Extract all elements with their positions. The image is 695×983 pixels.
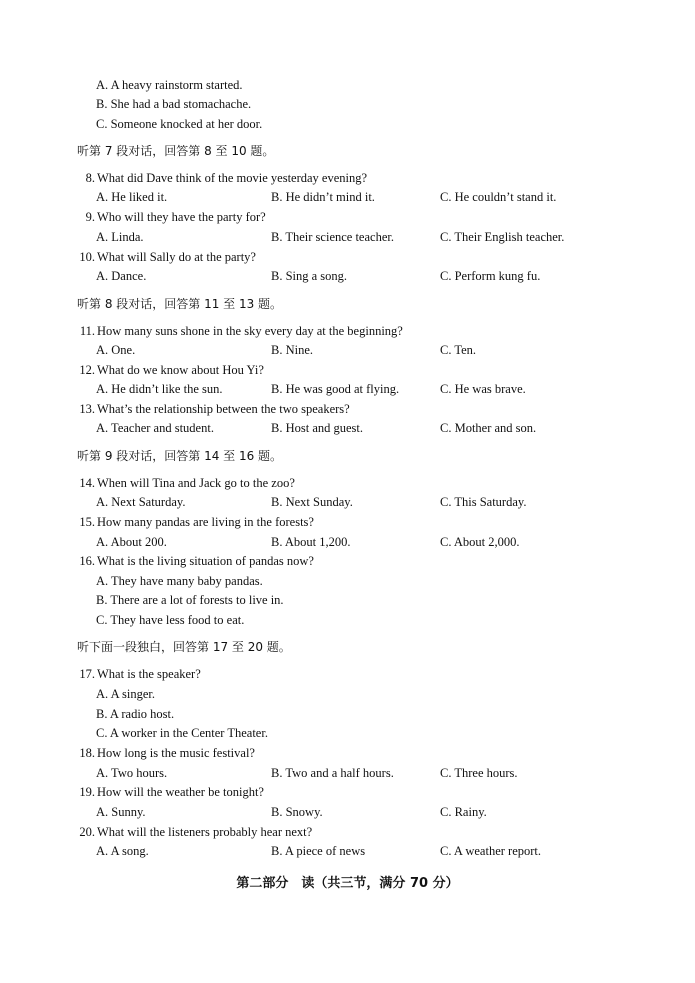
option-a: A. Two hours. xyxy=(96,766,168,780)
option-b: B. He was good at flying. xyxy=(271,382,400,396)
section-heading: 听下面一段独白，回答第 17 至 20 题。 xyxy=(77,640,291,654)
question-number: 19. xyxy=(79,785,95,799)
option: B. She had a bad stomachache. xyxy=(96,97,252,111)
option-b: B. Two and a half hours. xyxy=(271,766,394,780)
option-c: C. A worker in the Center Theater. xyxy=(96,726,268,740)
question-number: 11. xyxy=(79,324,95,338)
option-c: C. They have less food to eat. xyxy=(96,613,245,627)
question-text: How will the weather be tonight? xyxy=(97,785,264,799)
option-b: B. Their science teacher. xyxy=(271,230,394,244)
option-a: A. Dance. xyxy=(96,269,147,283)
option-b: B. He didn’t mind it. xyxy=(271,190,375,204)
option-c: C. He couldn’t stand it. xyxy=(440,190,557,204)
question-text: What will Sally do at the party? xyxy=(97,250,256,264)
question xyxy=(77,362,264,378)
question-text: What is the speaker? xyxy=(97,667,201,681)
question-text: How long is the music festival? xyxy=(97,746,255,760)
option-a: A. Next Saturday. xyxy=(96,495,186,509)
option-a: A. About 200. xyxy=(96,535,167,549)
question-text: What do we know about Hou Yi? xyxy=(97,363,264,377)
question xyxy=(77,475,295,491)
question xyxy=(77,824,312,840)
option-b: B. Nine. xyxy=(271,343,314,357)
option-b: B. Host and guest. xyxy=(271,421,364,435)
question-text: How many pandas are living in the forests? xyxy=(97,515,314,529)
section-heading: 听第 7 段对话，回答第 8 至 10 题。 xyxy=(77,144,275,158)
question-text: Who will they have the party for? xyxy=(97,210,266,224)
option: C. Someone knocked at her door. xyxy=(96,117,263,131)
option-a: A. Teacher and student. xyxy=(96,421,214,435)
question xyxy=(77,249,256,265)
option-c: C. Rainy. xyxy=(440,805,487,819)
question xyxy=(77,553,314,569)
option-c: C. He was brave. xyxy=(440,382,526,396)
question-number: 16. xyxy=(79,554,95,568)
option: A. A heavy rainstorm started. xyxy=(96,78,243,92)
question-text: When will Tina and Jack go to the zoo? xyxy=(97,476,295,490)
option-a: A. One. xyxy=(96,343,136,357)
option-c: C. A weather report. xyxy=(440,844,542,858)
option-a: A. Sunny. xyxy=(96,805,146,819)
section-heading: 听第 9 段对话，回答第 14 至 16 题。 xyxy=(77,449,283,463)
option-c: C. Three hours. xyxy=(440,766,518,780)
question-text: What will the listeners probably hear next? xyxy=(97,825,313,839)
option-a: A. They have many baby pandas. xyxy=(96,574,263,588)
option-c: C. Perform kung fu. xyxy=(440,269,541,283)
question-text: What did Dave think of the movie yesterday evening? xyxy=(97,171,368,185)
section-heading: 听第 8 段对话，回答第 11 至 13 题。 xyxy=(77,297,283,311)
option-c: C. Mother and son. xyxy=(440,421,537,435)
question-number: 8. xyxy=(85,171,95,185)
option-a: A. A singer. xyxy=(96,687,156,701)
question-number: 13. xyxy=(79,402,95,416)
part-title: 第二部分 读（共三节，满分 70 分） xyxy=(236,876,459,891)
question xyxy=(77,666,201,682)
question-text: What’s the relationship between the two speakers? xyxy=(97,402,350,416)
question xyxy=(77,784,264,800)
question xyxy=(77,209,266,225)
question-number: 17. xyxy=(79,667,95,681)
option-b: B. A piece of news xyxy=(271,844,366,858)
option-c: C. This Saturday. xyxy=(440,495,527,509)
question xyxy=(77,323,403,339)
option-b: B. A radio host. xyxy=(96,707,175,721)
question-text: How many suns shone in the sky every day at the beginning? xyxy=(97,324,403,338)
question-number: 15. xyxy=(79,515,95,529)
question xyxy=(77,514,314,530)
option-a: A. He liked it. xyxy=(96,190,168,204)
question-number: 12. xyxy=(79,363,95,377)
question-number: 10. xyxy=(79,250,95,264)
question-text: What is the living situation of pandas now? xyxy=(97,554,314,568)
option-b: B. Snowy. xyxy=(271,805,323,819)
question-number: 9. xyxy=(85,210,95,224)
question-number: 18. xyxy=(79,746,95,760)
option-c: C. About 2,000. xyxy=(440,535,520,549)
option-c: C. Their English teacher. xyxy=(440,230,565,244)
option-b: B. Sing a song. xyxy=(271,269,348,283)
option-b: B. Next Sunday. xyxy=(271,495,353,509)
question xyxy=(77,401,350,417)
question-number: 20. xyxy=(79,825,95,839)
question xyxy=(77,745,255,761)
question-number: 14. xyxy=(79,476,95,490)
option-b: B. There are a lot of forests to live in. xyxy=(96,593,284,607)
option-c: C. Ten. xyxy=(440,343,477,357)
option-a: A. A song. xyxy=(96,844,149,858)
option-a: A. He didn’t like the sun. xyxy=(96,382,223,396)
question xyxy=(77,170,367,186)
option-b: B. About 1,200. xyxy=(271,535,351,549)
option-a: A. Linda. xyxy=(96,230,144,244)
